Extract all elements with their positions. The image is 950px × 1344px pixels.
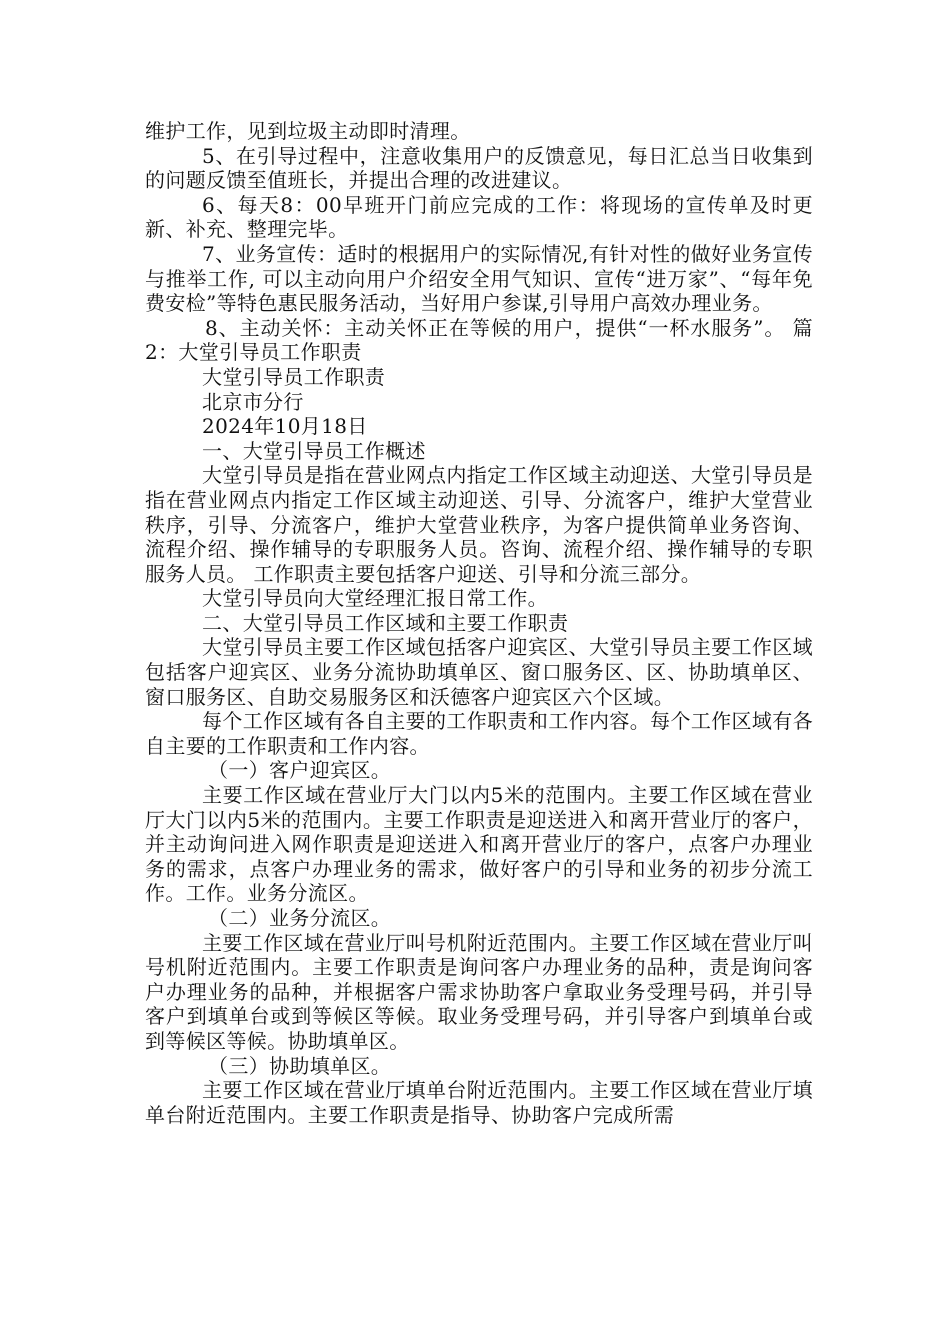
- document-title: 大堂引导员工作职责: [202, 364, 386, 389]
- section-1-report: 大堂引导员向大堂经理汇报日常工作。: [202, 586, 548, 611]
- section-heading-2: 二、大堂引导员工作区域和主要工作职责: [202, 610, 569, 635]
- paragraph-item-7: 7、业务宣传：适时的根据用户的实际情况,有针对性的做好业务宣传与推举工作, 可以主动向用户介绍安全用气知识、宣传“进万家”、“每年免费安检”等特色惠民服务活动，当好用户参谋,引导用户高效办理业务。: [145, 241, 813, 316]
- section-heading-1: 一、大堂引导员工作概述: [202, 438, 426, 463]
- paragraph-item-5: 5、在引导过程中，注意收集用户的反馈意见，每日汇总当日收集到的问题反馈至值班长，并提出合理的改进建议。: [145, 143, 813, 193]
- paragraph-item-8: 8、主动关怀：主动关怀正在等候的用户，提供“一杯水服务”。 篇2：大堂引导员工作职责: [145, 315, 813, 365]
- document-page: [145, 119, 813, 1127]
- paragraph-item-6: 6、每天8：00早班开门前应完成的工作：将现场的宣传单及时更新、补充、整理完毕。: [145, 192, 813, 242]
- paragraph-continuation: 维护工作，见到垃圾主动即时清理。: [145, 119, 471, 143]
- zone-2-body: 主要工作区域在营业厅叫号机附近范围内。主要工作区域在营业厅叫号机附近范围内。主要工作职责是询问客户办理业务的品种，责是询问客户办理业务的品种，并根据客户需求协助客户拿取业务受理号码，并引导客户到填单台或到等候区等候。取业务受理号码，并引导客户到填单台或到等候区等候。协助填单区。: [145, 930, 813, 1053]
- zone-1-body: 主要工作区域在营业厅大门以内5米的范围内。主要工作区域在营业厅大门以内5米的范围内。主要工作职责是迎送进入和离开营业厅的客户，并主动询问进入网作职责是迎送进入和离开营业厅的客户，点客户办理业务的需求，点客户办理业务的需求，做好客户的引导和业务的初步分流工作。工作。业务分流区。: [145, 783, 813, 906]
- section-2-body: 大堂引导员主要工作区域包括客户迎宾区、大堂引导员主要工作区域包括客户迎宾区、业务分流协助填单区、窗口服务区、区、协助填单区、窗口服务区、自助交易服务区和沃德客户迎宾区六个区域。: [145, 635, 813, 709]
- zone-3-body: 主要工作区域在营业厅填单台附近范围内。主要工作区域在营业厅填单台附近范围内。主要工作职责是指导、协助客户完成所需: [145, 1078, 813, 1127]
- zone-heading-2: （二）业务分流区。: [208, 906, 392, 930]
- zone-heading-3: （三）协助填单区。: [208, 1053, 392, 1078]
- section-1-body: 大堂引导员是指在营业网点内指定工作区域主动迎送、大堂引导员是指在营业网点内指定工作区域主动迎送、引导、分流客户，维护大堂营业秩序，引导、分流客户，维护大堂营业秩序，为客户提供简单业务咨询、流程介绍、操作辅导的专职服务人员。咨询、流程介绍、操作辅导的专职服务人员。 工作职责主要包括客户迎送、引导和分流三部分。: [145, 463, 813, 586]
- section-2-each-zone: 每个工作区域有各自主要的工作职责和工作内容。每个工作区域有各自主要的工作职责和工作内容。: [145, 709, 813, 758]
- document-date: 2024年10月18日: [202, 414, 368, 439]
- document-branch: 北京市分行: [202, 389, 304, 414]
- zone-heading-1: （一）客户迎宾区。: [208, 758, 392, 783]
